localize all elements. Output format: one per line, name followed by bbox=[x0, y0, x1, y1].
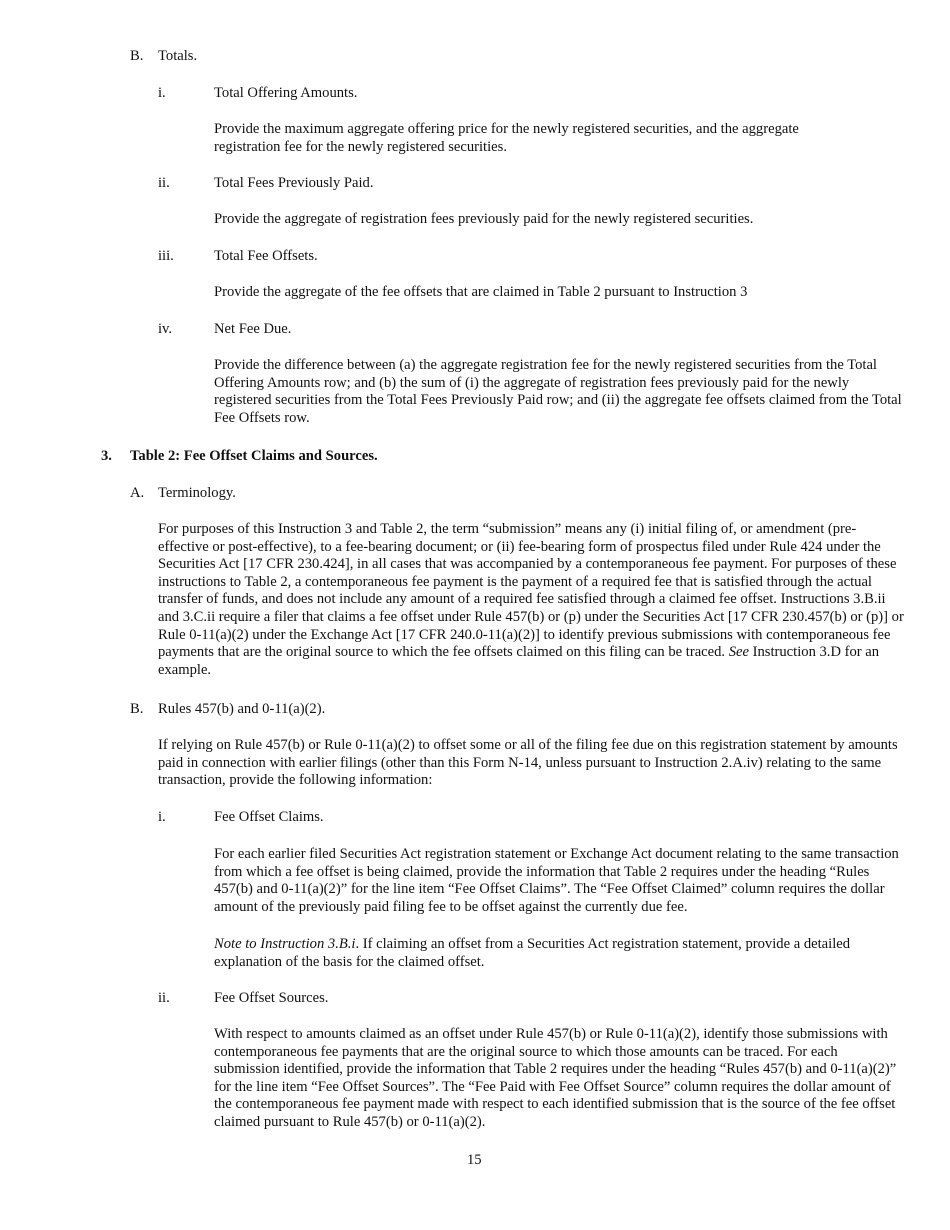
item-text-total-fees-previously-paid: Provide the aggregate of registration fees previously paid for the newly registered securities. bbox=[214, 211, 754, 227]
item-marker: ii. bbox=[158, 990, 170, 1006]
item-title-net-fee-due: Net Fee Due. bbox=[214, 321, 292, 337]
item-marker: i. bbox=[158, 85, 166, 101]
subsection-marker-b: B. bbox=[130, 701, 144, 717]
item-title-total-offering-amounts: Total Offering Amounts. bbox=[214, 85, 358, 101]
item-marker: i. bbox=[158, 809, 166, 825]
subsection-title-terminology: Terminology. bbox=[158, 485, 236, 501]
see-reference: See bbox=[728, 644, 749, 661]
item-text-net-fee-due: Provide the difference between (a) the aggregate registration fee for the newly registered securities from the Total Offering Amounts row; and (b) the sum of (i) the aggregate of registration fees previously paid for the newly registered securities from the Total Fees Previously Paid row; and (ii) the aggregate fee offsets claimed from the Total Fee Offsets row. bbox=[214, 357, 902, 426]
item-marker: iv. bbox=[158, 321, 173, 337]
item-text-fee-offset-claims: For each earlier filed Securities Act registration statement or Exchange Act document relating to the same transaction from which a fee offset is being claimed, provide the information that Table 2 requires under the heading “Rules 457(b) and 0-11(a)(2)” for the line item “Fee Offset Claims”. The “Fee Offset Claimed” column requires the dollar amount of the previously paid filing fee to be offset against the currently due fee. bbox=[214, 846, 899, 915]
item-title-total-fee-offsets: Total Fee Offsets. bbox=[214, 248, 318, 264]
page-number: 15 bbox=[467, 1152, 482, 1168]
subsection-title-rules: Rules 457(b) and 0-11(a)(2). bbox=[158, 701, 326, 717]
section-title-totals: Totals. bbox=[158, 48, 198, 64]
item-text-total-fee-offsets: Provide the aggregate of the fee offsets that are claimed in Table 2 pursuant to Instruction 3 bbox=[214, 284, 748, 300]
item-marker: ii. bbox=[158, 175, 170, 191]
terminology-tail: Instruction 3.D for an example. bbox=[158, 644, 880, 678]
item-title-fee-offset-sources: Fee Offset Sources. bbox=[214, 990, 329, 1006]
item-text-total-offering-amounts: Provide the maximum aggregate offering price for the newly registered securities, and the aggregate registration fee for the newly registered securities. bbox=[214, 121, 799, 155]
section-heading-table-2: Table 2: Fee Offset Claims and Sources. bbox=[130, 448, 378, 464]
rules-intro-paragraph: If relying on Rule 457(b) or Rule 0-11(a)(2) to offset some or all of the filing fee due on this registration statement by amounts paid in connection with earlier filings (other than this Form N-14, unless pursuant to Instruction 2.A.iv) relating to the same transaction, provide the following information: bbox=[158, 737, 898, 789]
section-number-3: 3. bbox=[101, 448, 112, 464]
subsection-marker-a: A. bbox=[130, 485, 145, 501]
terminology-text: For purposes of this Instruction 3 and Table 2, the term “submission” means any (i) initial filing of, or amendment (pre-effective or post-effective), to a fee-bearing document; or (ii) fee-bearing form of prospectus filed under Rule 424 under the Securities Act [17 CFR 230.424], in all cases that was accompanied by a contemporaneous fee payment. For purposes of these instructions to Table 2, a contemporaneous fee payment is the payment of a required fee that is satisfied through the actual transfer of funds, and does not include any amount of a required fee satisfied through a claimed fee offset. Instructions 3.B.ii and 3.C.ii require a filer that claims a fee offset under Rule 457(b) or (p) under the Securities Act [17 CFR 230.457(b) or (p)] or Rule 0-11(a)(2) under the Exchange Act [17 CFR 240.0-11(a)(2)] to identify previous submissions with contemporaneous fee payments that are the original source to which the fee offsets claimed on this filing can be traced. bbox=[158, 521, 904, 661]
item-text-fee-offset-sources: With respect to amounts claimed as an offset under Rule 457(b) or Rule 0-11(a)(2), identify those submissions with contemporaneous fee payments that are the original source to which those amounts can be traced. For each submission identified, provide the information that Table 2 requires under the heading “Rules 457(b) and 0-11(a)(2)” for the line item “Fee Offset Sources”. The “Fee Paid with Fee Offset Source” column requires the dollar amount of the contemporaneous fee payment made with respect to each identified submission that is the source of the fee offset claimed pursuant to Rule 457(b) or 0-11(a)(2). bbox=[214, 1026, 897, 1130]
note-text: . If claiming an offset from a Securities Act registration statement, provide a detailed explanation of the basis for the claimed offset. bbox=[214, 936, 851, 970]
item-title-fee-offset-claims: Fee Offset Claims. bbox=[214, 809, 324, 825]
item-marker: iii. bbox=[158, 248, 174, 264]
note-label: Note to Instruction 3.B.i bbox=[214, 936, 356, 952]
section-marker-b: B. bbox=[130, 48, 144, 64]
note-paragraph bbox=[214, 936, 904, 971]
item-title-total-fees-previously-paid: Total Fees Previously Paid. bbox=[214, 175, 374, 191]
terminology-paragraph bbox=[158, 521, 906, 679]
